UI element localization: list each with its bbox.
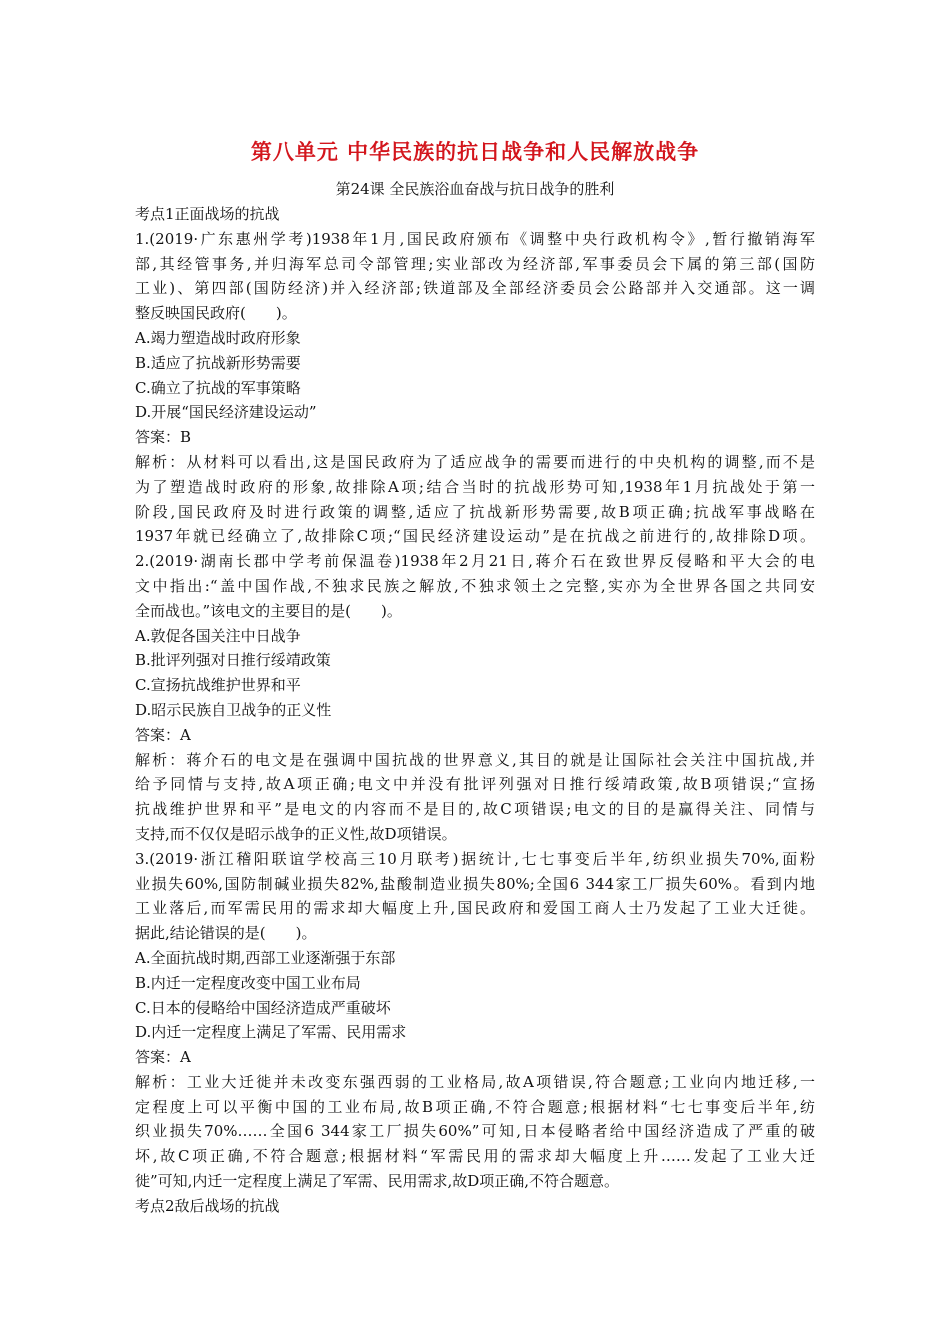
analysis-line: 坏,故C项正确,不符合题意;根据材料“军需民用的需求却大幅度上升……发起了工业大迁	[135, 1147, 815, 1166]
option-c: C.日本的侵略给中国经济造成严重破坏	[135, 998, 391, 1017]
question-stem-line: 3.(2019·浙江稽阳联谊学校高三10月联考)据统计,七七事变后半年,纺织业损失70%,面粉	[135, 849, 815, 868]
analysis-line: 支持,而不仅仅是昭示战争的正义性,故D项错误。	[135, 824, 457, 843]
analysis-line: 抗战维护世界和平”是电文的内容而不是目的,故C项错误;电文的目的是赢得关注、同情与	[135, 800, 815, 819]
question-1	[135, 227, 815, 549]
section-heading: 考点1正面战场的抗战	[135, 205, 280, 223]
question-stem-line: 文中指出:“盖中国作战,不独求民族之解放,不独求领土之完整,实亦为全世界各国之共同安	[135, 576, 815, 595]
option-b: B.适应了抗战新形势需要	[135, 353, 301, 372]
question-stem-line: 部,其经管事务,并归海军总司令部管理;实业部改为经济部,军事委员会下属的第三部(国防	[135, 254, 815, 273]
lesson-title: 第24课 全民族浴血奋战与抗日战争的胜利	[335, 180, 615, 198]
option-d: D.开展“国民经济建设运动”	[135, 403, 317, 422]
question-stem-line: 工业落后,而军需民用的需求却大幅度上升,国民政府和爱国工商人士乃发起了工业大迁徙。	[135, 899, 815, 918]
question-stem-line: 业损失60%,国防制碱业损失82%,盐酸制造业损失80%;全国6 344家工厂损失60%。看到内地	[135, 874, 815, 893]
question-stem-line: 2.(2019·湖南长郡中学考前保温卷)1938年2月21日,蒋介石在致世界反侵略和平大会的电	[135, 552, 815, 571]
option-b: B.批评列强对日推行绥靖政策	[135, 651, 331, 670]
question-stem-line: 据此,结论错误的是( )。	[135, 924, 317, 943]
analysis-line: 为了塑造战时政府的形象,故排除A项;结合当时的抗战形势可知,1938年1月抗战处于第一	[135, 477, 815, 496]
question-3	[135, 847, 815, 1194]
analysis-line: 1937年就已经确立了,故排除C项;“国民经济建设运动”是在抗战之前进行的,故排除D项。	[135, 527, 815, 546]
document-body	[135, 202, 815, 1219]
question-stem-line: 全而战也。”该电文的主要目的是( )。	[135, 601, 402, 620]
option-a: A.竭力塑造战时政府形象	[135, 328, 301, 347]
answer: 答案：A	[135, 725, 191, 744]
analysis-line: 织业损失70%……全国6 344家工厂损失60%”可知,日本侵略者给中国经济造成了严重的破	[135, 1122, 815, 1141]
option-a: A.敦促各国关注中日战争	[135, 626, 301, 645]
analysis-line: 解析：蒋介石的电文是在强调中国抗战的世界意义,其目的就是让国际社会关注中国抗战,并	[135, 750, 815, 769]
question-2	[135, 549, 815, 847]
option-d: D.昭示民族自卫战争的正义性	[135, 700, 332, 719]
analysis-line: 定程度上可以平衡中国的工业布局,故B项正确,不符合题意;根据材料“七七事变后半年,纺	[135, 1097, 815, 1116]
option-b: B.内迁一定程度改变中国工业布局	[135, 973, 361, 992]
question-stem-line: 整反映国民政府( )。	[135, 304, 297, 323]
option-c: C.确立了抗战的军事策略	[135, 378, 301, 397]
option-d: D.内迁一定程度上满足了军需、民用需求	[135, 1023, 407, 1042]
answer: 答案：B	[135, 428, 192, 447]
question-stem-line: 1.(2019·广东惠州学考)1938年1月,国民政府颁布《调整中央行政机构令》,暂行撤销海军	[135, 229, 815, 248]
question-stem-line: 工业)、第四部(国防经济)并入经济部;铁道部及全部经济委员会公路部并入交通部。这一调	[135, 279, 815, 298]
option-a: A.全面抗战时期,西部工业逐渐强于东部	[135, 948, 396, 967]
analysis-line: 给予同情与支持,故A项正确;电文中并没有批评列强对日推行绥靖政策,故B项错误;“宣扬	[135, 775, 815, 794]
unit-title: 第八单元 中华民族的抗日战争和人民解放战争	[250, 140, 700, 164]
analysis-line: 阶段,国民政府及时进行政策的调整,适应了抗战新形势需要,故B项正确;抗战军事战略在	[135, 502, 815, 521]
analysis-line: 解析：工业大迁徙并未改变东强西弱的工业格局,故A项错误,符合题意;工业向内地迁移,一	[135, 1072, 815, 1091]
option-c: C.宣扬抗战维护世界和平	[135, 676, 301, 695]
section-heading: 考点2敌后战场的抗战	[135, 1196, 280, 1215]
analysis-line: 徙”可知,内迁一定程度上满足了军需、民用需求,故D项正确,不符合题意。	[135, 1172, 620, 1191]
analysis-line: 解析：从材料可以看出,这是国民政府为了适应战争的需要而进行的中央机构的调整,而不是	[135, 452, 815, 471]
answer: 答案：A	[135, 1048, 191, 1067]
